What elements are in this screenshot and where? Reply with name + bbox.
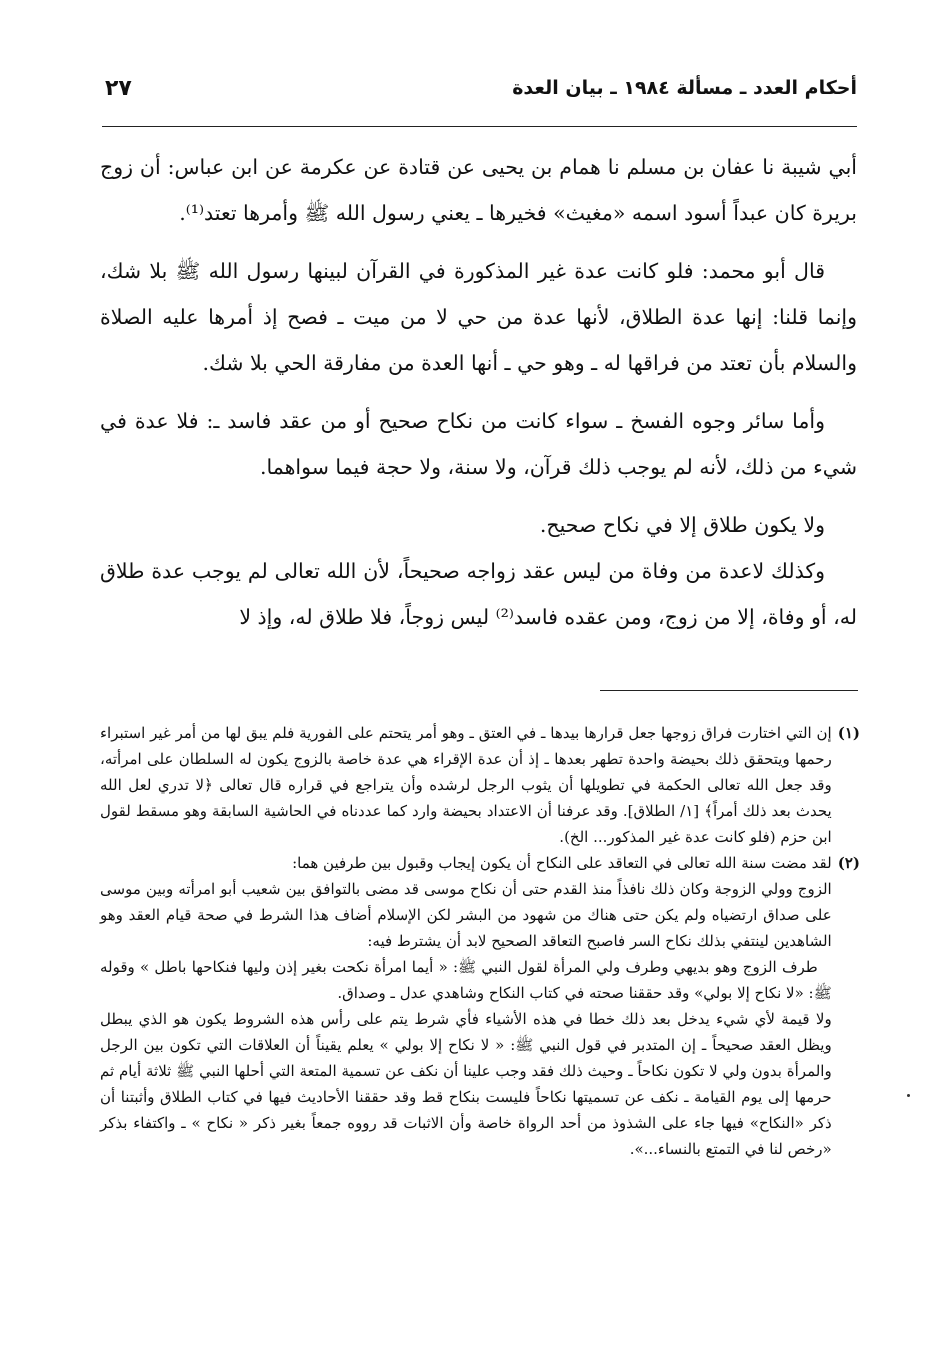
footnote-2 [100,850,860,1162]
footnote-rule [600,690,858,691]
scan-speck [907,1094,910,1097]
page-header [105,68,857,108]
footnote-text: لقد مضت سنة الله تعالى في التعاقد على النكاح أن يكون إيجاب وقبول بين طرفين هما: [292,854,832,872]
footnote-body [100,850,832,1162]
paragraph: وكذلك لاعدة من وفاة من ليس عقد زواجه صحيحاً، لأن الله تعالى لم يوجب عدة طلاق له، أو وفاة، إلا من زوج، ومن عقده فاسد⁽²⁾ ليس زوجاً، فلا طلاق له، وإذ لا [100,559,857,629]
running-title: أحكام العدد ـ مسألة ١٩٨٤ ـ بيان العدة [512,77,857,99]
footnote-text: طرف الزوج وهو بديهي وطرف ولي المرأة لقول النبي ﷺ: « أيما امرأة نكحت بغير إذن وليها فنكاحها باطل » وقوله ﷺ: «لا نكاح إلا بولي» وقد حققنا صحته في كتاب النكاح وشاهدي عدل ـ وصداق. [100,958,832,1002]
footnote-body [100,720,832,850]
footnote-text: ولا قيمة لأي شيء يدخل بعد ذلك خطا في هذه الأشياء فأي شرط يتم على رأس هذه الشروط يكون هو الذي يبطل ويظل العقد صحيحاً ـ إن المتدبر في قول النبي ﷺ: « لا نكاح إلا بولي » يعلم يقيناً أن العلاقات التي تكون بين الرجل والمرأة بدون ولي لا تكون نكاحاً ـ وحيث ذلك فقد وجب علينا أن نكف عن تسمية المتعة التي أحلها النبي ﷺ ثلاثة أيام ثم حرمها إلى يوم القيامة ـ نكف عن تسميتها نكاحاً فليست بنكاح قط وقد حققنا الأحاديث فيها في كتاب الطلاق وأثبتنا أن ذكر «النكاح» فيها جاء على الشذوذ من أحد الرواة خاصة وأن الاثبات قد رووه جمعاً بغير ذكر « نكاح » ـ واكتفاء بذكر «رخص لنا في التمتع بالنساء...». [100,1010,832,1158]
footnote-text: الزوج وولي الزوجة وكان ذلك نافذاً منذ القدم حتى أن نكاح موسى قد مضى بالتوافق بين شعيب أبو امرأته وبين موسى على صداق ارتضياه ولم يكن حتى هناك من شهود من البشر لكن الإسلام أضاف هذا الشرط في صحة قيام العقد وهو الشاهدين لينتفي بذلك نكاح السر فاصبح التعاقد الصحيح لابد أن يشترط فيه: [100,880,832,950]
page-number: ٢٧ [105,75,132,101]
header-rule [102,126,857,127]
footnote-marker: (٢) [837,854,860,872]
footnotes [100,720,860,1162]
paragraph: وأما سائر وجوه الفسخ ـ سواء كانت من نكاح صحيح أو من عقد فاسد ـ: فلا عدة في شيء من ذلك، لأنه لم يوجب ذلك قرآن، ولا سنة، ولا حجة فيما سواهما. [100,409,857,479]
footnote-marker: (١) [837,724,860,742]
paragraph: قال أبو محمد: فلو كانت عدة غير المذكورة في القرآن لبينها رسول الله ﷺ بلا شك، وإنما قلنا: إنها عدة الطلاق، لأنها عدة من حي لا من ميت ـ فصح إذ أمرها عليه الصلاة والسلام بأن تعتد من فراقها له ـ وهو حي ـ أنها العدة من مفارقة الحي بلا شك. [100,259,857,375]
main-text [100,144,857,640]
footnote-text: إن التي اختارت فراق زوجها جعل قرارها بيدها ـ في العتق ـ وهو أمر يتحتم على الفورية فلم يبق لها من أمر غير استبراء رحمها ويتحقق ذلك بحيضة واحدة تطهر بعدها ـ إذ أن عدة الإقراء هي عدة خاصة بالزوج يكون له السلطان على امرأته، وقد جعل الله تعالى الحكمة في تطويلها أن يثوب الرجل لرشده وأن يتراجع في قراره قال تعالى ﴿لا تدري لعل الله يحدث بعد ذلك أمراً﴾ [١/ الطلاق]. وقد عرفنا أن الاعتداد بحيضة وارد كما عددناه في الحاشية السابقة وهو مسقط لقول ابن حزم (فلو كانت عدة غير المذكور... الخ). [100,724,832,846]
paragraph: ولا يكون طلاق إلا في نكاح صحيح. [539,513,825,537]
footnote-1 [100,720,860,850]
paragraph: أبي شيبة نا عفان بن مسلم نا همام بن يحيى عن قتادة عن عكرمة عن ابن عباس: أن زوج بريرة كان عبداً أسود اسمه «مغيث» فخيرها ـ يعني رسول الله ﷺ وأمرها تعتد⁽¹⁾. [100,155,857,225]
